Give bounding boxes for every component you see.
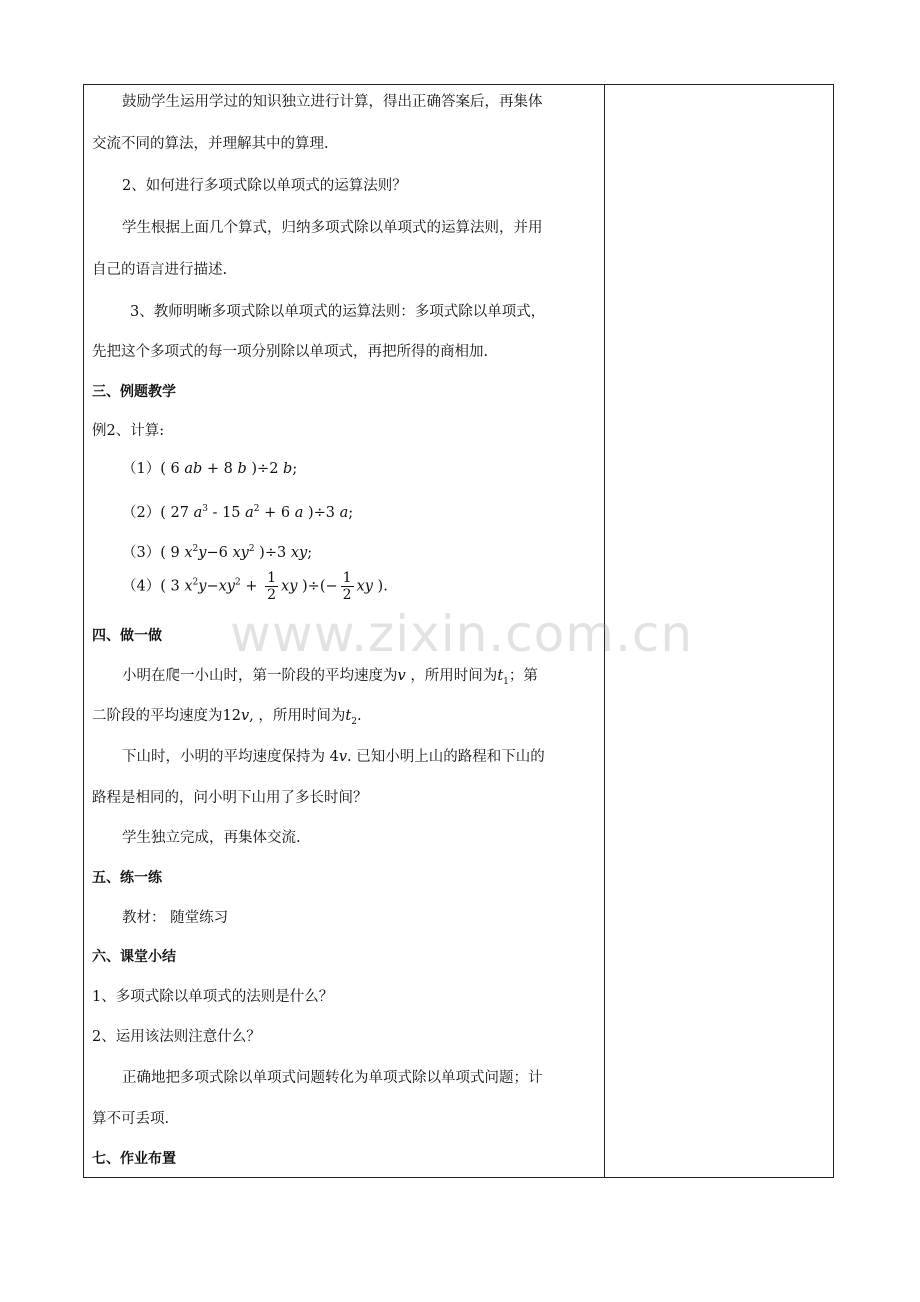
section-heading-5: 五、练一练 <box>92 870 162 886</box>
paragraph-line: 先把这个多项式的每一项分别除以单项式，再把所得的商相加. <box>92 344 489 360</box>
paragraph-line: 交流不同的算法，并理解其中的算理. <box>92 136 329 152</box>
section-heading-3: 三、例题教学 <box>92 384 176 400</box>
paragraph-line: 路程是相同的，问小明下山用了多长时间？ <box>92 790 368 806</box>
section-heading-7: 七、作业布置 <box>92 1151 176 1167</box>
paragraph-line: 二阶段的平均速度为12v, ，所用时间为$t_2$. <box>92 708 362 727</box>
paragraph-line: 算不可丢项. <box>92 1111 170 1127</box>
problem-2: （2）( 27 $a^3 - 15$ $a^2 + 6$ a )÷3 a; <box>122 504 354 521</box>
problem-3: （3）( 9 $x^2y-6$ $xy^2$ )÷3 xy; <box>122 544 313 561</box>
problem-1: （1）( 6 ab + 8 b )÷2 b; <box>122 461 298 477</box>
paragraph-line: 教材： 随堂练习 <box>122 910 229 926</box>
problem-4: （4）( 3 $x^2y-xy^2$ + $\frac{1}{2}$ xy )÷(− $\frac{1}{2}$ xy ). <box>122 570 388 603</box>
paragraph-line: 3、教师明晰多项式除以单项式的运算法则：多项式除以单项式， <box>130 304 546 320</box>
paragraph-line: 自己的语言进行描述. <box>92 262 228 278</box>
fraction-half: $\frac{1}{2}$ <box>267 570 277 603</box>
paragraph-line: 正确地把多项式除以单项式问题转化为单项式除以单项式问题；计 <box>122 1070 543 1086</box>
paragraph-line: 2、如何进行多项式除以单项式的运算法则？ <box>122 178 407 194</box>
paragraph-line: 1、多项式除以单项式的法则是什么？ <box>92 989 334 1005</box>
paragraph-line: 2、运用该法则注意什么？ <box>92 1029 261 1045</box>
example-label: 例2、计算: <box>92 423 165 439</box>
section-heading-4: 四、做一做 <box>92 628 162 644</box>
section-heading-6: 六、课堂小结 <box>92 949 176 965</box>
paragraph-line: 学生根据上面几个算式，归纳多项式除以单项式的运算法则，并用 <box>122 220 543 236</box>
paragraph-line: 下山时，小明的平均速度保持为 4v. 已知小明上山的路程和下山的 <box>122 749 545 765</box>
fraction-half: $\frac{1}{2}$ <box>342 570 352 603</box>
watermark: www.zixin.com.cn <box>230 605 694 663</box>
paragraph-line: 小明在爬一小山时，第一阶段的平均速度为v ，所用时间为$t_1$；第 <box>122 668 538 687</box>
paragraph-line: 鼓励学生运用学过的知识独立进行计算，得出正确答案后，再集体 <box>122 94 543 110</box>
paragraph-line: 学生独立完成，再集体交流. <box>122 830 301 846</box>
